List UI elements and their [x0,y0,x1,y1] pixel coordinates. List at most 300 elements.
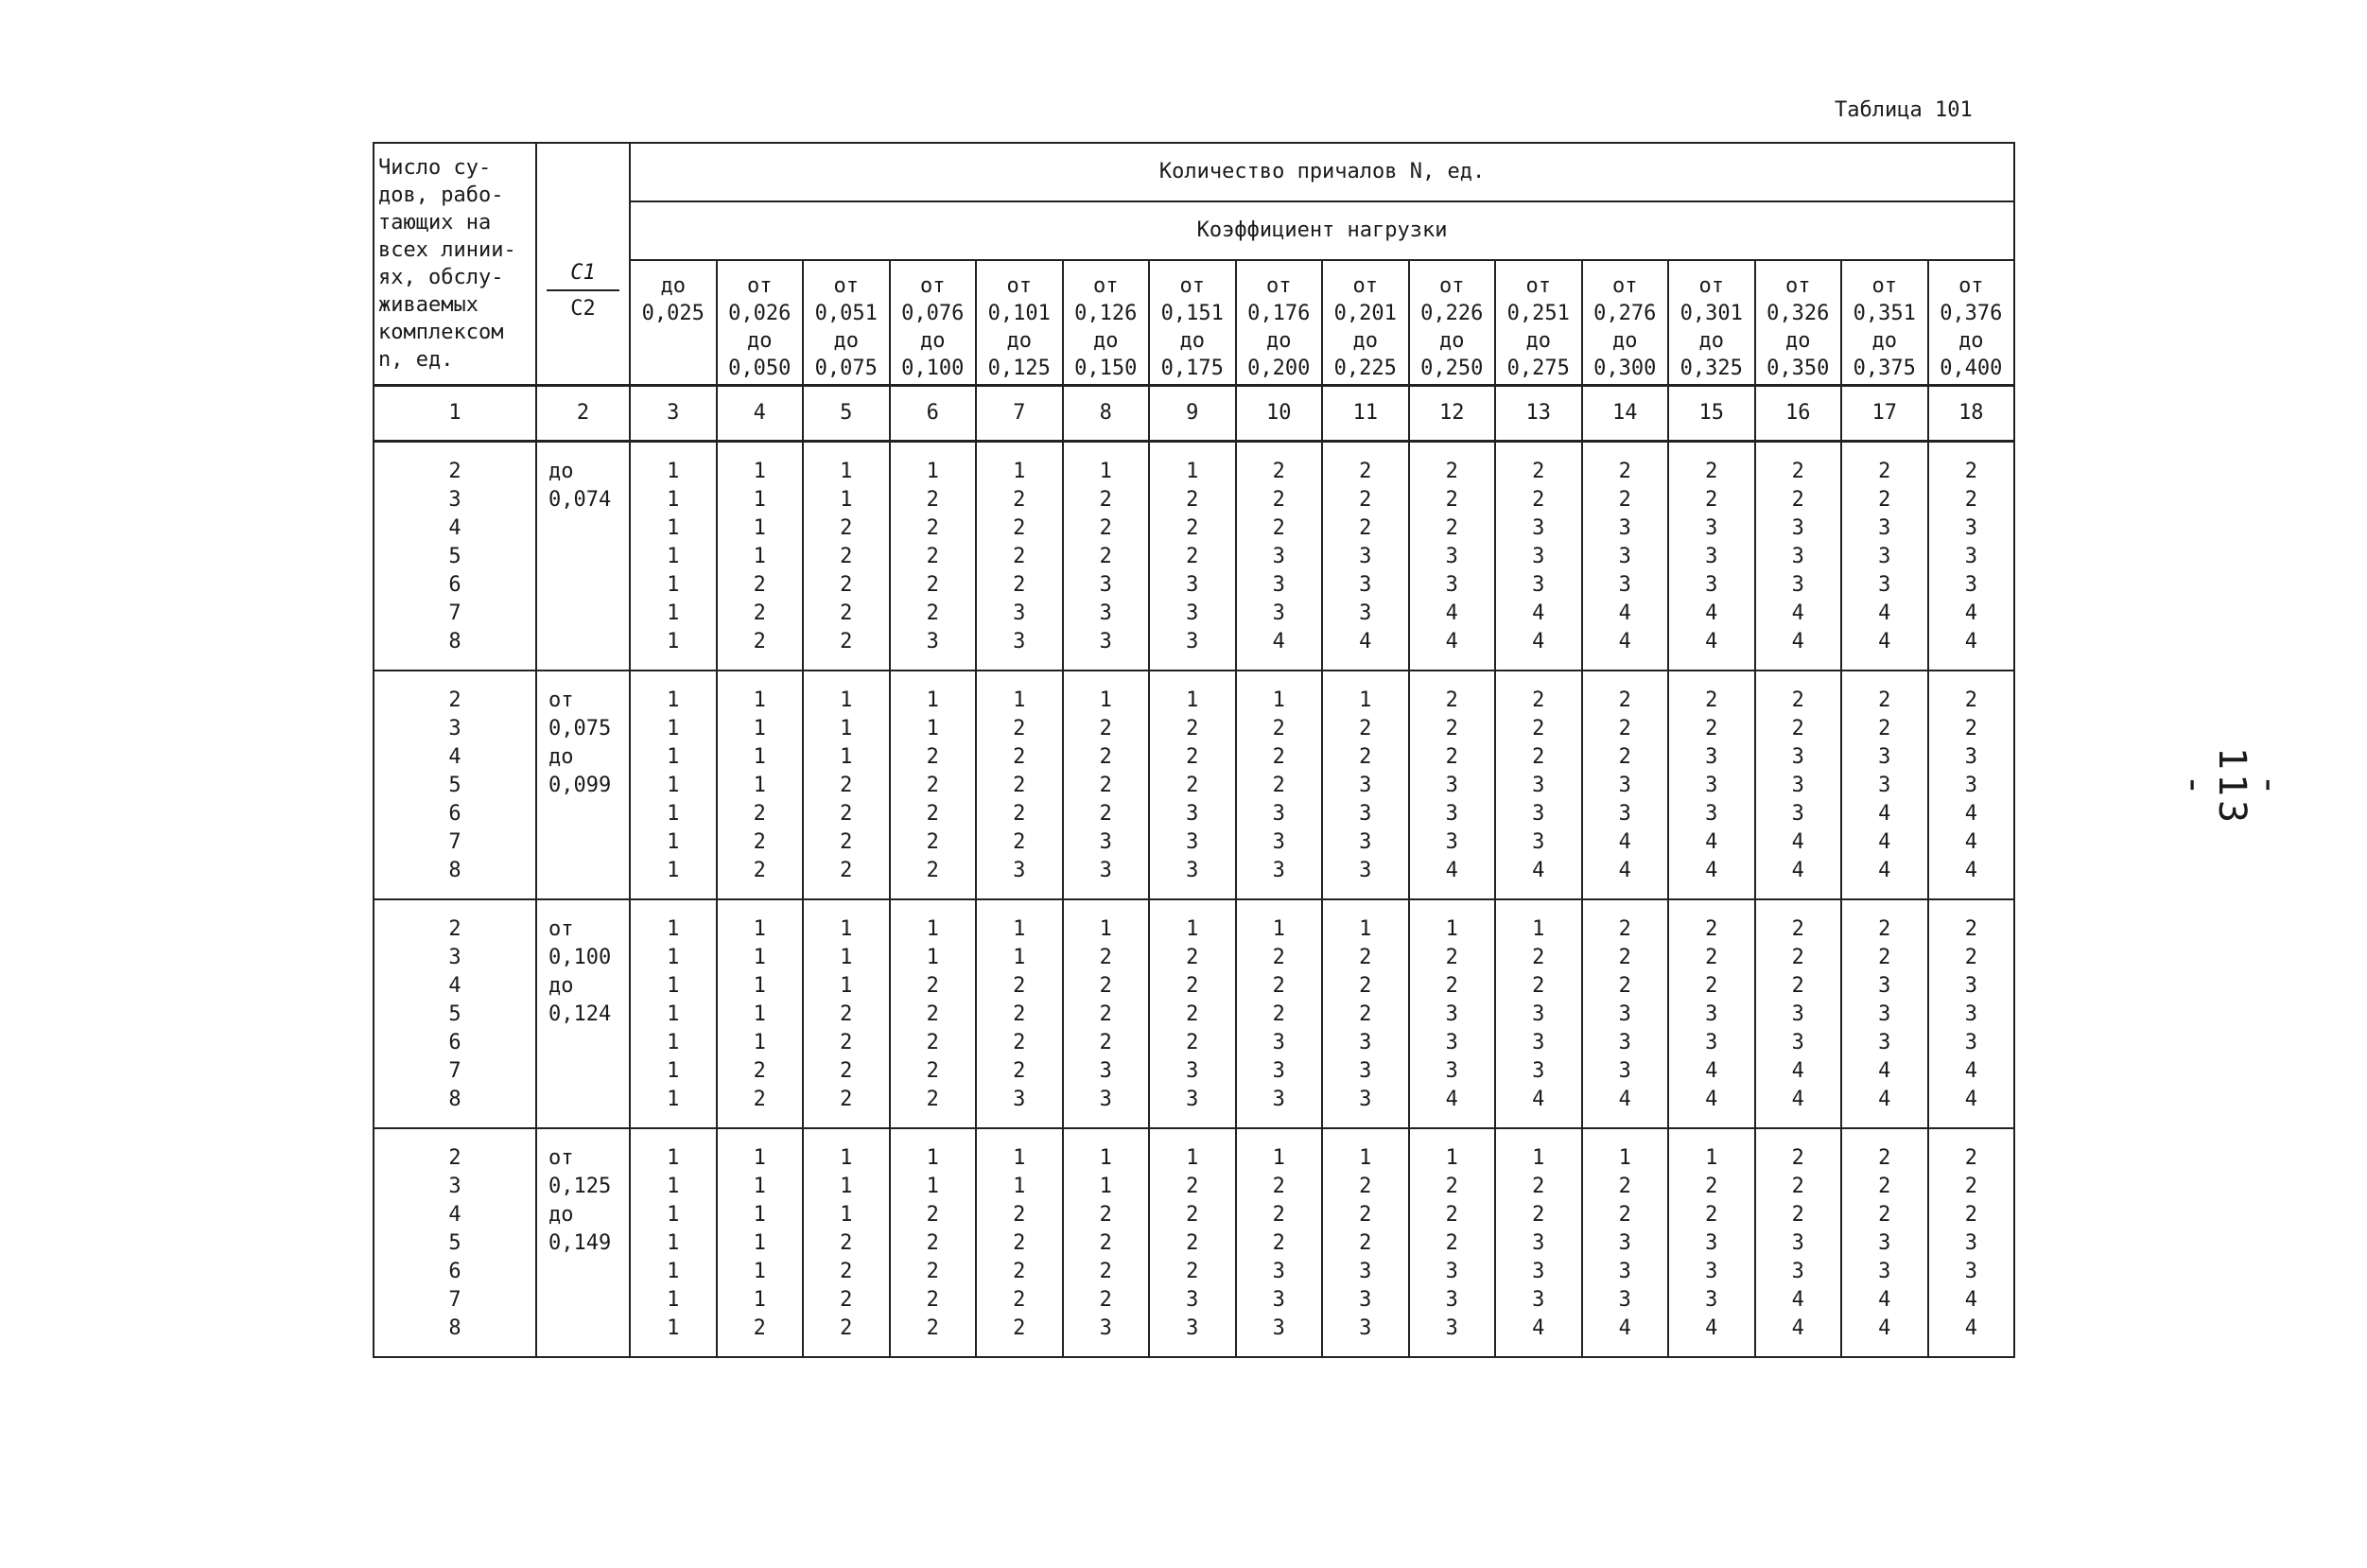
header-ships-line: ях, обслу- [378,266,504,289]
berth-value: 2 [1618,460,1631,483]
c-range-text: до [548,460,574,483]
berth-value: 4 [1705,601,1718,625]
berth-value: 4 [1964,601,1977,625]
berth-value: 1 [753,460,766,483]
berth-value: 2 [1359,717,1372,740]
berth-values [1063,671,1150,899]
berth-value: 2 [1878,717,1891,740]
berth-value: 2 [840,1288,853,1312]
range-text: 0,325 [1680,357,1743,380]
berth-value: 2 [1705,717,1718,740]
load-range-14 [1582,260,1669,386]
berth-value: 4 [1705,1059,1718,1083]
berth-value: 2 [926,830,939,854]
column-number: 14 [1582,386,1669,442]
berth-value: 3 [1532,573,1545,597]
range-text [631,355,716,382]
berth-value: 1 [667,802,680,826]
berth-values [803,442,890,671]
berth-value: 1 [840,460,853,483]
berth-value: 4 [1618,630,1631,653]
berth-value: 1 [667,830,680,854]
berth-value: 3 [1964,516,1977,540]
n-value: 2 [448,688,461,712]
c-range-text: 0,124 [548,1002,612,1026]
berth-value: 1 [1618,1146,1631,1170]
berth-value: 1 [1013,460,1026,483]
berth-value: 1 [1013,917,1026,941]
berth-values [1236,1128,1323,1357]
berth-values [1582,442,1669,671]
berth-values [890,442,977,671]
berth-value: 2 [1099,545,1112,568]
berth-value: 3 [1359,1316,1372,1340]
berth-values [1841,442,1928,671]
berth-value: 1 [753,946,766,969]
range-text: 0,175 [1160,357,1224,380]
berth-value: 4 [1618,859,1631,882]
berth-value: 2 [1099,774,1112,797]
berth-value: 3 [1532,802,1545,826]
berth-value: 3 [1791,516,1804,540]
berth-value: 2 [1705,488,1718,512]
berth-values [630,899,717,1128]
berth-value: 1 [840,488,853,512]
berth-value: 3 [1532,830,1545,854]
berth-value: 3 [1099,601,1112,625]
berth-value: 3 [1532,1260,1545,1283]
n-value: 8 [448,630,461,653]
berth-value: 3 [1791,745,1804,769]
berth-value: 3 [1186,1088,1199,1111]
berth-value: 3 [1618,516,1631,540]
column-number: 18 [1928,386,2015,442]
berth-value: 1 [753,1002,766,1026]
column-number: 15 [1668,386,1755,442]
berth-value: 2 [840,859,853,882]
berth-value: 3 [1705,745,1718,769]
berth-values [1841,671,1928,899]
berth-value: 3 [1964,1031,1977,1054]
berth-value: 3 [1272,1088,1285,1111]
berth-value: 3 [1359,830,1372,854]
berth-value: 3 [1964,745,1977,769]
berth-value: 3 [1099,859,1112,882]
berth-value: 1 [840,745,853,769]
berth-value: 1 [753,974,766,998]
column-number: 16 [1755,386,1842,442]
berth-values [1409,442,1496,671]
range-text: 0,226 [1420,302,1484,325]
n-value: 7 [448,601,461,625]
c-range-text: от [548,1146,574,1170]
berth-value: 2 [1532,1203,1545,1227]
berth-value: 1 [753,516,766,540]
column-number: 4 [717,386,804,442]
berth-values [1841,899,1928,1128]
berth-value: 2 [1705,1175,1718,1198]
berth-value: 2 [1445,1175,1458,1198]
berth-value: 1 [667,1175,680,1198]
berth-value: 4 [1618,601,1631,625]
load-range-10 [1236,260,1323,386]
berth-value: 2 [1878,1146,1891,1170]
berth-value: 2 [1013,1203,1026,1227]
berth-value: 2 [1618,717,1631,740]
berth-values [1063,1128,1150,1357]
berth-value: 3 [1359,573,1372,597]
n-value: 3 [448,946,461,969]
berth-value: 1 [667,717,680,740]
berth-value: 2 [1791,974,1804,998]
berth-value: 1 [840,1175,853,1198]
range-text: до [1352,329,1378,353]
berth-value: 3 [1186,830,1199,854]
berth-values [1495,671,1582,899]
load-range-6 [890,260,977,386]
berth-value: 2 [1445,688,1458,712]
berth-value: 3 [1791,774,1804,797]
berth-value: 2 [753,573,766,597]
load-range-8 [1063,260,1150,386]
berth-value: 2 [840,1260,853,1283]
berth-value: 2 [1445,460,1458,483]
berth-value: 1 [1445,1146,1458,1170]
berth-value: 2 [926,1031,939,1054]
berth-value: 1 [926,946,939,969]
berth-value: 1 [1532,917,1545,941]
berth-value: 1 [926,717,939,740]
berth-value: 2 [753,1059,766,1083]
berth-value: 2 [1964,717,1977,740]
range-text: 0,350 [1767,357,1830,380]
berth-value: 2 [1186,974,1199,998]
n-value: 8 [448,859,461,882]
berth-value: 2 [1878,1203,1891,1227]
berth-value: 3 [1099,1059,1112,1083]
c-range [536,442,630,671]
c1-over-c2 [537,253,629,323]
column-numbers-row [374,386,2014,442]
berth-value: 2 [1964,946,1977,969]
berth-value: 1 [1013,946,1026,969]
berth-value: 1 [753,688,766,712]
berth-value: 2 [1618,974,1631,998]
range-text: 0,376 [1940,302,2003,325]
berth-value: 3 [926,630,939,653]
berth-value: 2 [1013,1059,1026,1083]
berth-values [1928,671,2015,899]
berth-value: 3 [1532,1059,1545,1083]
berth-value: 2 [753,802,766,826]
berth-value: 2 [1186,1203,1199,1227]
berth-value: 3 [1445,545,1458,568]
berth-value: 4 [1964,1316,1977,1340]
berth-value: 2 [1272,460,1285,483]
berth-value: 2 [753,630,766,653]
column-number: 13 [1495,386,1582,442]
berth-values [1928,899,2015,1128]
berth-value: 4 [1791,830,1804,854]
c-range [536,899,630,1128]
berth-value: 2 [840,1316,853,1340]
berth-values [1149,1128,1236,1357]
berth-value: 2 [1186,1002,1199,1026]
header-ships-line: дов, рабо- [378,183,504,207]
berth-value: 3 [1618,1260,1631,1283]
c-range-text: 0,149 [548,1231,612,1255]
berth-value: 3 [1359,1288,1372,1312]
berth-value: 3 [1705,573,1718,597]
berth-value: 3 [1445,1002,1458,1026]
berth-values [890,671,977,899]
berth-value: 2 [926,974,939,998]
berth-value: 1 [667,1002,680,1026]
berth-value: 3 [1445,802,1458,826]
range-text: 0,300 [1593,357,1657,380]
column-number: 1 [374,386,536,442]
berth-value: 1 [1186,460,1199,483]
header-row-berths [374,143,2014,201]
berth-value: 3 [1618,1288,1631,1312]
berth-value: 2 [926,1316,939,1340]
berth-values [1755,1128,1842,1357]
berth-value: 3 [1618,774,1631,797]
header-ships-line: всех линии- [378,238,516,262]
range-text: от [1871,274,1897,298]
c-range [536,671,630,899]
berth-value: 1 [753,1288,766,1312]
berth-values [1236,442,1323,671]
c-range-text: 0,125 [548,1175,612,1198]
berth-value: 3 [1532,774,1545,797]
berth-value: 3 [1186,1316,1199,1340]
range-text: 0,201 [1333,302,1397,325]
berth-value: 2 [1013,1031,1026,1054]
berth-value: 2 [1013,974,1026,998]
load-range-7 [976,260,1063,386]
berth-value: 2 [840,573,853,597]
range-text: 0,225 [1333,357,1397,380]
berth-value: 3 [1705,545,1718,568]
berth-value: 3 [1359,802,1372,826]
berth-value: 3 [1359,1260,1372,1283]
berth-value: 2 [753,1088,766,1111]
berth-value: 3 [1272,1031,1285,1054]
berth-value: 2 [1099,1031,1112,1054]
berth-value: 1 [667,1231,680,1255]
berth-value: 4 [1618,830,1631,854]
berth-values [1928,1128,2015,1357]
range-text: 0,025 [641,302,705,325]
berth-value: 3 [1445,1059,1458,1083]
header-ships-line: n, ед. [378,348,454,372]
berth-value: 2 [926,1059,939,1083]
berth-value: 2 [1272,946,1285,969]
n-value: 5 [448,545,461,568]
berth-value: 2 [1532,974,1545,998]
range-text: 0,101 [987,302,1051,325]
berth-value: 2 [1705,688,1718,712]
berth-value: 1 [1013,688,1026,712]
berth-values [976,1128,1063,1357]
berth-values [1063,442,1150,671]
berth-value: 1 [667,1146,680,1170]
berth-value: 2 [1013,745,1026,769]
berth-value: 4 [1878,1316,1891,1340]
berth-count-table [373,142,2015,1358]
berth-value: 3 [1272,1260,1285,1283]
berth-value: 2 [1359,488,1372,512]
berth-value: 4 [1272,630,1285,653]
header-ships-line: живаемых [378,293,479,317]
c-range-text: от [548,917,574,941]
range-text: от [1612,274,1638,298]
berth-value: 1 [667,745,680,769]
berth-value: 1 [1099,1146,1112,1170]
berth-value: 3 [1705,516,1718,540]
berth-value: 2 [1013,1002,1026,1026]
berth-value: 2 [1791,1146,1804,1170]
berth-values [717,899,804,1128]
c-range-text: 0,074 [548,488,612,512]
berth-value: 1 [667,1031,680,1054]
berth-value: 1 [667,917,680,941]
berth-value: 2 [1964,917,1977,941]
berth-value: 2 [1791,488,1804,512]
berth-value: 2 [1618,488,1631,512]
berth-values [1582,1128,1669,1357]
berth-value: 2 [1878,917,1891,941]
berth-value: 2 [840,774,853,797]
berth-value: 3 [1445,830,1458,854]
berth-value: 2 [926,573,939,597]
berth-value: 1 [667,946,680,969]
berth-value: 4 [1878,859,1891,882]
berth-value: 1 [667,1203,680,1227]
berth-value: 2 [840,601,853,625]
column-number: 6 [890,386,977,442]
berth-value: 2 [1964,1146,1977,1170]
berth-value: 2 [1013,774,1026,797]
berth-values [890,1128,977,1357]
berth-value: 4 [1964,802,1977,826]
berth-value: 1 [753,717,766,740]
berth-values [717,1128,804,1357]
header-ships-line: тающих на [378,211,492,235]
berth-value: 1 [667,460,680,483]
n-value: 6 [448,802,461,826]
berth-value: 4 [1791,601,1804,625]
berth-value: 2 [1618,917,1631,941]
berth-value: 1 [1359,917,1372,941]
berth-value: 2 [1013,1316,1026,1340]
berth-value: 2 [1359,516,1372,540]
berth-value: 3 [1618,1059,1631,1083]
range-text: от [833,274,859,298]
berth-value: 3 [1359,1031,1372,1054]
range-text: от [1525,274,1551,298]
berth-value: 2 [1445,717,1458,740]
header-ships-line: Число су- [378,156,492,180]
n-value: 6 [448,573,461,597]
header-c2: C2 [570,297,596,321]
range-text: от [1093,274,1119,298]
load-range-13 [1495,260,1582,386]
column-number: 3 [630,386,717,442]
berth-value: 3 [1186,630,1199,653]
berth-value: 1 [840,974,853,998]
range-text: 0,276 [1593,302,1657,325]
berth-value: 2 [1099,516,1112,540]
berth-value: 2 [1964,688,1977,712]
berth-value: 2 [1099,802,1112,826]
berth-value: 3 [1186,1059,1199,1083]
berth-value: 2 [1618,1175,1631,1198]
berth-value: 2 [1099,946,1112,969]
berth-value: 1 [1272,1146,1285,1170]
berth-value: 3 [1013,601,1026,625]
berth-value: 1 [926,688,939,712]
range-text: 0,375 [1853,357,1916,380]
load-range-4 [717,260,804,386]
c-range-text: до [548,745,574,769]
n-value: 6 [448,1031,461,1054]
berth-value: 4 [1791,859,1804,882]
berth-value: 1 [667,630,680,653]
berth-value: 2 [1013,1260,1026,1283]
range-text: 0,051 [814,302,878,325]
berth-value: 3 [1532,1002,1545,1026]
berth-value: 3 [1272,1288,1285,1312]
berth-values [1755,899,1842,1128]
berth-value: 2 [1532,460,1545,483]
berth-value: 1 [667,1316,680,1340]
berth-value: 3 [1878,745,1891,769]
berth-value: 3 [1964,974,1977,998]
load-range-12 [1409,260,1496,386]
range-text: до [1093,329,1119,353]
range-text: до [1698,329,1724,353]
berth-value: 3 [1618,1002,1631,1026]
n-value: 2 [448,917,461,941]
berth-value: 3 [1359,774,1372,797]
column-number: 12 [1409,386,1496,442]
berth-value: 4 [1878,830,1891,854]
berth-value: 3 [1359,1088,1372,1111]
berth-value: 3 [1186,1288,1199,1312]
berth-value: 3 [1186,802,1199,826]
berth-value: 2 [1445,1231,1458,1255]
berth-value: 1 [1013,1175,1026,1198]
range-text: 0,250 [1420,357,1484,380]
berth-value: 4 [1532,1088,1545,1111]
berth-value: 1 [753,745,766,769]
range-text: до [1958,329,1984,353]
berth-value: 3 [1099,830,1112,854]
berth-value: 1 [1186,688,1199,712]
berth-values [1322,899,1409,1128]
berth-value: 1 [667,1059,680,1083]
header-berths-count: Количество причалов N, ед. [630,143,2014,201]
berth-value: 3 [1445,1260,1458,1283]
table-row [374,1128,2014,1357]
berth-value: 4 [1791,1059,1804,1083]
range-text: 0,351 [1853,302,1916,325]
berth-value: 1 [667,488,680,512]
berth-value: 2 [1705,974,1718,998]
berth-values [717,671,804,899]
